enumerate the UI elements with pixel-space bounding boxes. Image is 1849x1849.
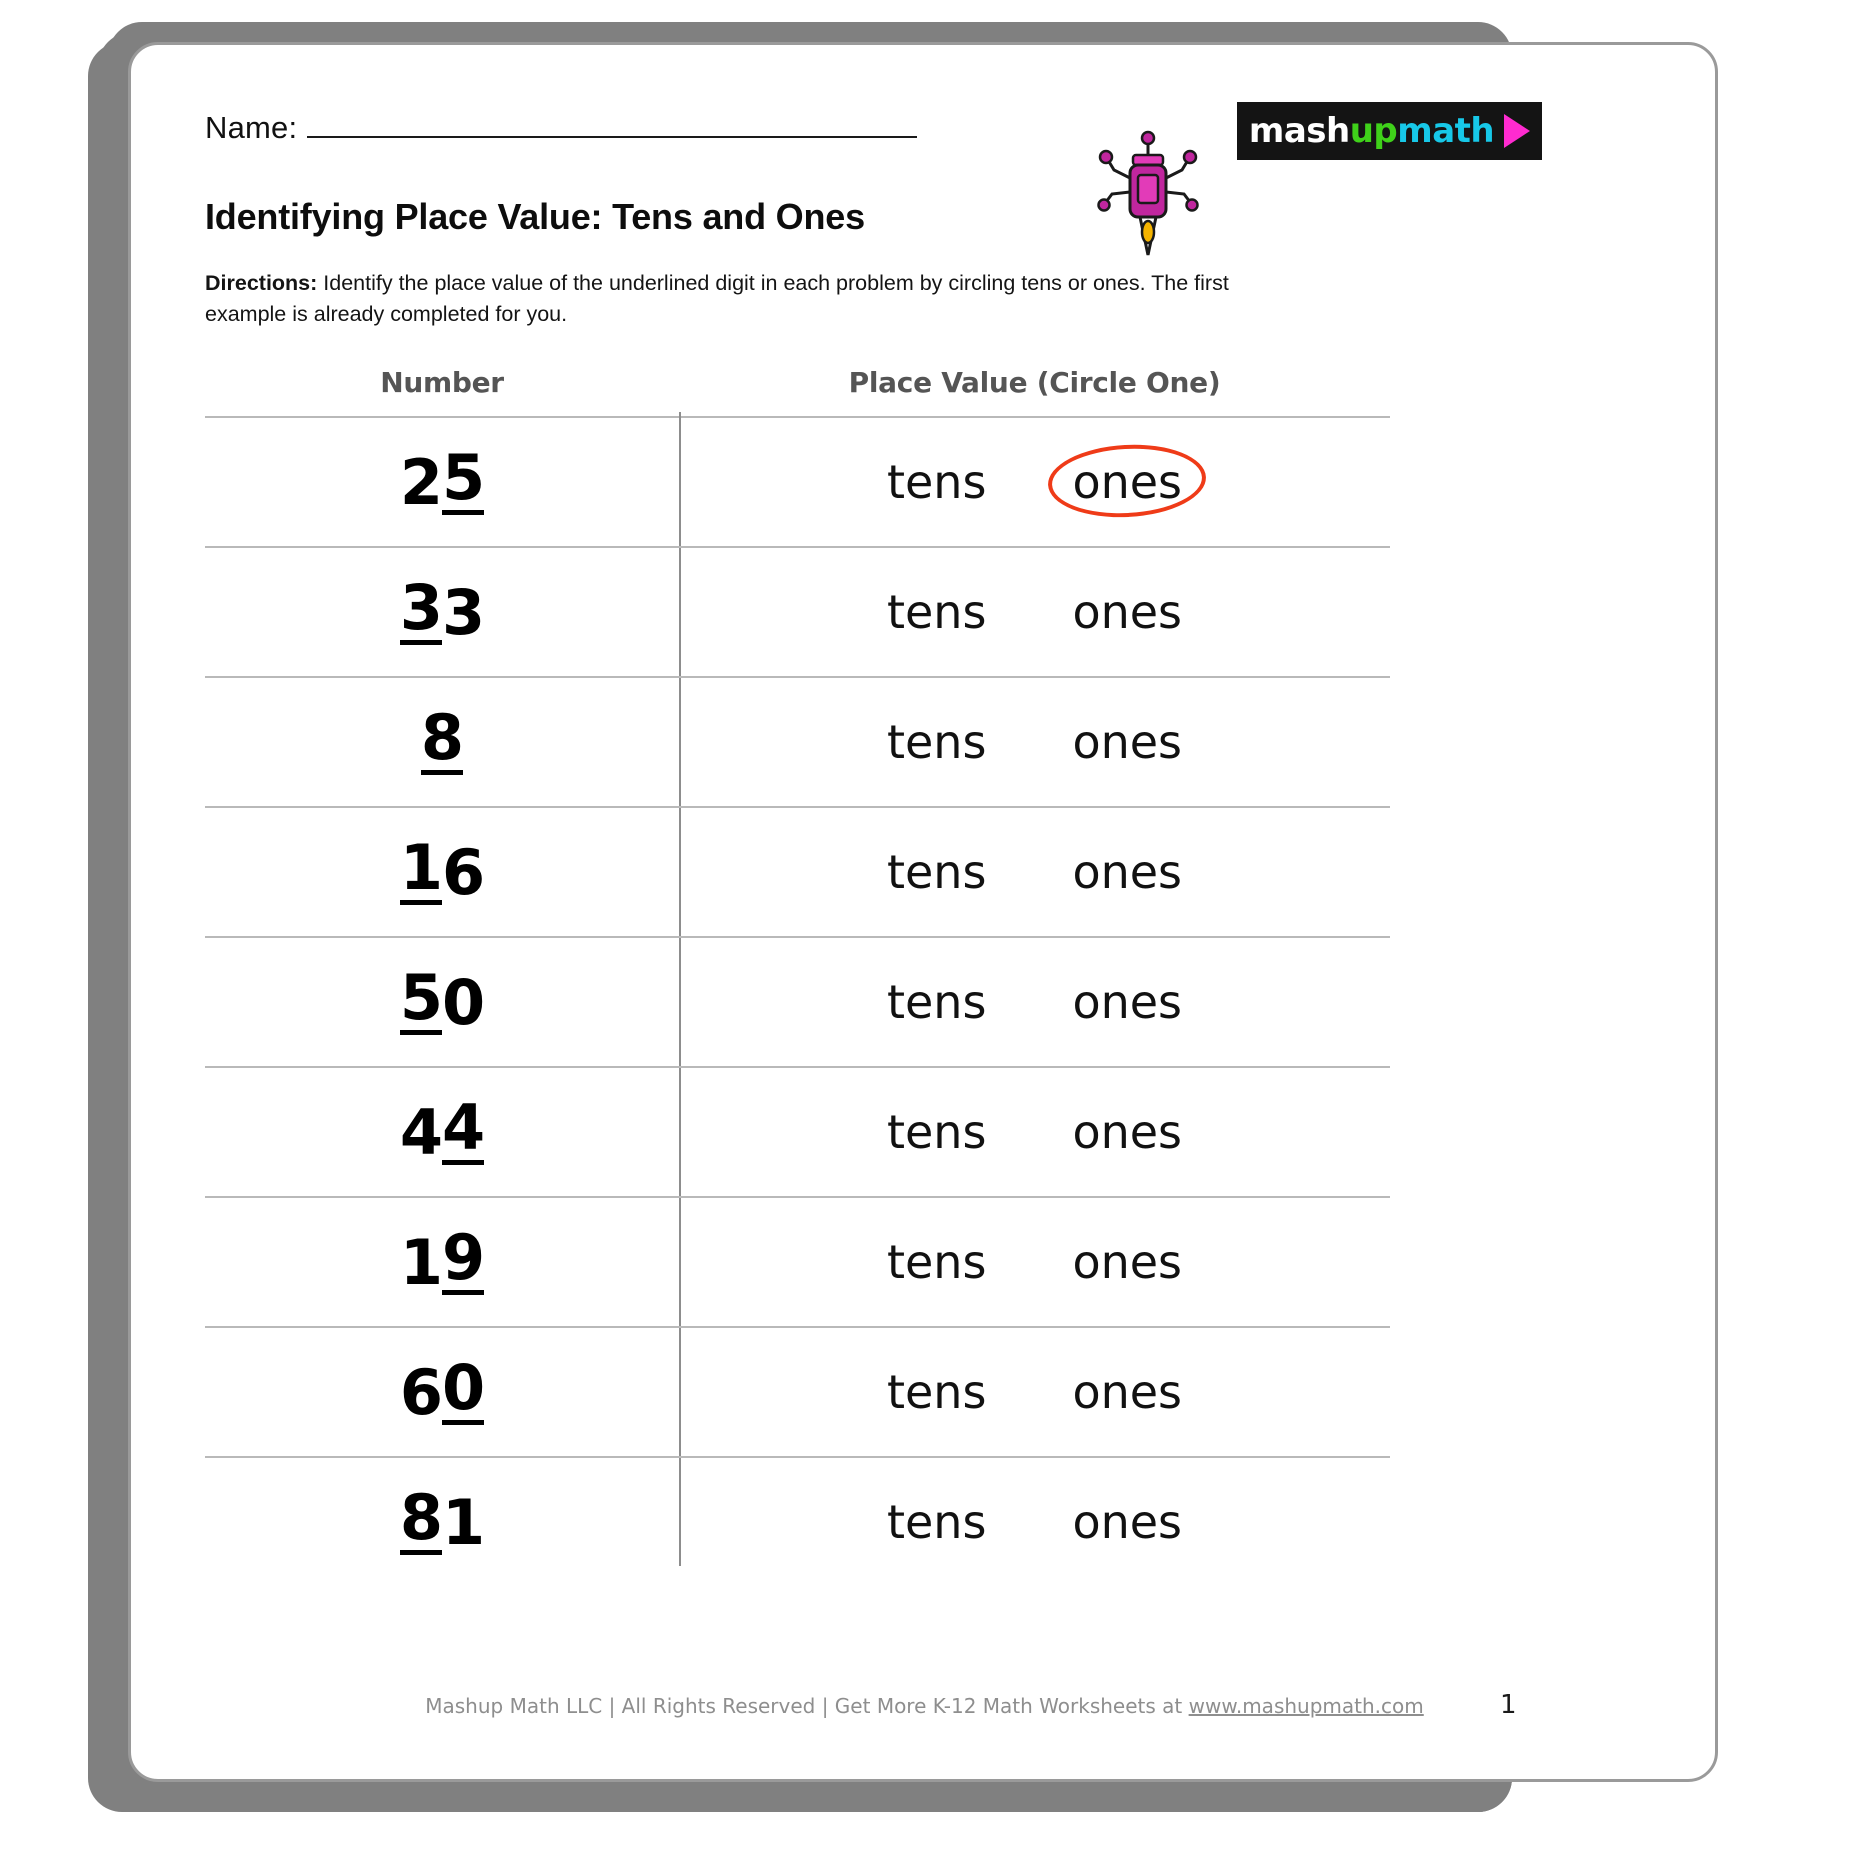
option-tens[interactable]: tens (886, 845, 987, 899)
place-value-cell (679, 1363, 1390, 1421)
option-tens[interactable]: tens (886, 1105, 987, 1159)
option-tens[interactable]: tens (886, 585, 987, 639)
option-ones[interactable]: ones (1064, 453, 1190, 511)
number-cell (205, 441, 679, 519)
page-number: 1 (1500, 1690, 1517, 1720)
footer (0, 1694, 1849, 1718)
name-label: Name: (205, 110, 298, 145)
column-header-number: Number (380, 366, 504, 399)
digit: 1 (442, 1485, 485, 1559)
table-row (205, 938, 1390, 1068)
digit: 0 (442, 965, 485, 1039)
place-value-cell (679, 453, 1390, 511)
page-title: Identifying Place Value: Tens and Ones (205, 196, 865, 237)
option-ones[interactable]: ones (1072, 975, 1183, 1029)
place-value-cell (679, 713, 1390, 771)
place-value-cell (679, 1493, 1390, 1551)
place-value-cell (679, 1103, 1390, 1161)
underlined-digit: 9 (442, 1221, 485, 1295)
directions-text (205, 268, 1245, 329)
digit: 6 (399, 1355, 442, 1429)
underlined-digit: 1 (399, 831, 442, 905)
place-value-cell (679, 583, 1390, 641)
footer-link[interactable]: www.mashupmath.com (1188, 1694, 1424, 1718)
option-tens[interactable]: tens (886, 1235, 987, 1289)
option-ones[interactable]: ones (1072, 1495, 1183, 1549)
digit: 2 (399, 445, 442, 519)
number-cell (205, 831, 679, 909)
directions-label: Directions: (205, 271, 318, 295)
number-cell (205, 1481, 679, 1559)
place-value-cell (679, 1233, 1390, 1291)
option-tens[interactable]: tens (886, 975, 987, 1029)
digit: 1 (399, 1225, 442, 1299)
table-row (205, 678, 1390, 808)
digit: 3 (442, 575, 485, 649)
name-field-row (205, 110, 917, 146)
logo-text-math: math (1397, 111, 1495, 151)
number-cell (205, 1091, 679, 1169)
table-row (205, 548, 1390, 678)
option-tens[interactable]: tens (886, 455, 987, 509)
option-ones[interactable]: ones (1072, 1235, 1183, 1289)
number-cell (205, 1351, 679, 1429)
number-cell (205, 961, 679, 1039)
number-cell (205, 701, 679, 775)
option-ones[interactable]: ones (1072, 585, 1183, 639)
digit: 6 (442, 835, 485, 909)
number-cell (205, 571, 679, 649)
number-cell (205, 1221, 679, 1299)
underlined-digit: 5 (399, 961, 442, 1035)
underlined-digit: 4 (442, 1091, 485, 1165)
table-row (205, 1198, 1390, 1328)
table-row (205, 1458, 1390, 1586)
table-row (205, 418, 1390, 548)
logo-text-mash: mash (1248, 111, 1350, 151)
logo-text-up: up (1349, 111, 1398, 151)
column-header-place-value: Place Value (Circle One) (848, 366, 1221, 399)
directions-body: Identify the place value of the underlined digit in each problem by circling tens or ones. The first example is already completed for you. (205, 271, 1229, 326)
robot-mascot-icon (1078, 130, 1218, 270)
option-tens[interactable]: tens (886, 1495, 987, 1549)
option-ones[interactable]: ones (1072, 1365, 1183, 1419)
table-row (205, 1328, 1390, 1458)
table-body (205, 418, 1390, 1586)
table-row (205, 1068, 1390, 1198)
option-ones[interactable]: ones (1072, 1105, 1183, 1159)
digit: 4 (399, 1095, 442, 1169)
option-tens[interactable]: tens (886, 715, 987, 769)
underlined-digit: 8 (420, 701, 464, 775)
option-tens[interactable]: tens (886, 1365, 987, 1419)
table-header-row (205, 366, 1390, 416)
place-value-table (205, 366, 1390, 1586)
underlined-digit: 0 (442, 1351, 485, 1425)
option-ones[interactable]: ones (1072, 845, 1183, 899)
underlined-digit: 8 (399, 1481, 442, 1555)
underlined-digit: 5 (442, 441, 485, 515)
play-triangle-icon (1504, 114, 1530, 148)
footer-text: Mashup Math LLC | All Rights Reserved | Get More K-12 Math Worksheets at (425, 1694, 1189, 1718)
underlined-digit: 3 (399, 571, 442, 645)
mashup-math-logo[interactable] (1237, 102, 1542, 160)
option-ones[interactable]: ones (1072, 715, 1183, 769)
table-row (205, 808, 1390, 938)
place-value-cell (679, 843, 1390, 901)
name-input-line[interactable] (307, 110, 917, 138)
place-value-cell (679, 973, 1390, 1031)
